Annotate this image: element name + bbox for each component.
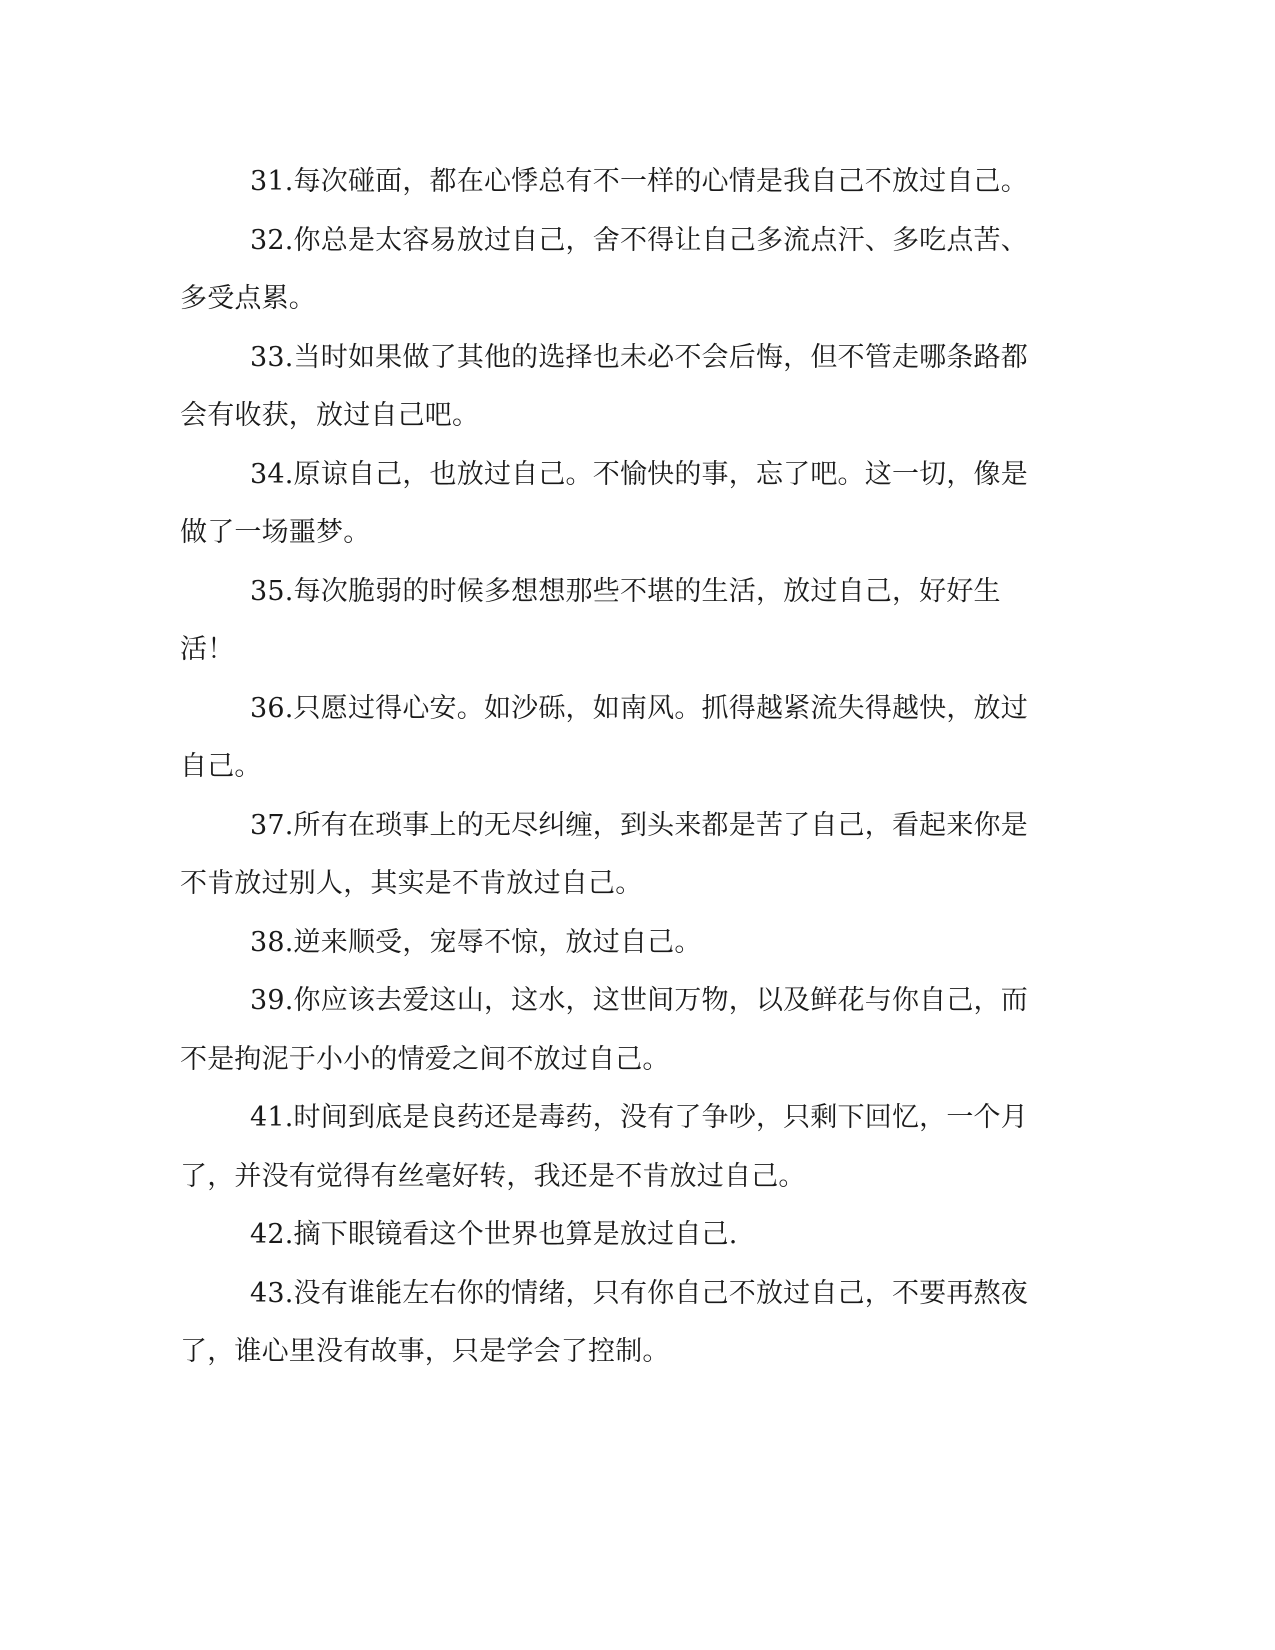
paragraph: 35.每次脆弱的时候多想想那些不堪的生活，放过自己，好好生活！ — [180, 575, 1001, 665]
paragraph: 41.时间到底是良药还是毒药，没有了争吵，只剩下回忆，一个月了，并没有觉得有丝毫好转，我还是不肯放过自己。 — [180, 1102, 1028, 1192]
paragraph: 33.当时如果做了其他的选择也未必不会后悔，但不管走哪条路都会有收获，放过自己吧。 — [180, 341, 1028, 431]
paragraph: 43.没有谁能左右你的情绪，只有你自己不放过自己，不要再熬夜了，谁心里没有故事，只是学会了控制。 — [180, 1277, 1028, 1367]
paragraph: 38.逆来顺受，宠辱不惊，放过自己。 — [250, 926, 702, 958]
document-page — [180, 153, 1035, 1382]
paragraph: 34.原谅自己，也放过自己。不愉快的事，忘了吧。这一切，像是做了一场噩梦。 — [180, 458, 1028, 548]
paragraph: 42.摘下眼镜看这个世界也算是放过自己. — [250, 1219, 738, 1250]
paragraph: 31.每次碰面，都在心悸总有不一样的心情是我自己不放过自己。 — [250, 166, 1028, 197]
paragraph: 32.你总是太容易放过自己，舍不得让自己多流点汗、多吃点苦、多受点累。 — [180, 224, 1028, 314]
paragraph: 36.只愿过得心安。如沙砾，如南风。抓得越紧流失得越快，放过自己。 — [180, 692, 1028, 782]
paragraph: 37.所有在琐事上的无尽纠缠，到头来都是苦了自己，看起来你是不肯放过别人，其实是不肯放过自己。 — [180, 809, 1028, 899]
paragraph: 39.你应该去爱这山，这水，这世间万物，以及鲜花与你自己，而不是拘泥于小小的情爱之间不放过自己。 — [180, 985, 1028, 1075]
